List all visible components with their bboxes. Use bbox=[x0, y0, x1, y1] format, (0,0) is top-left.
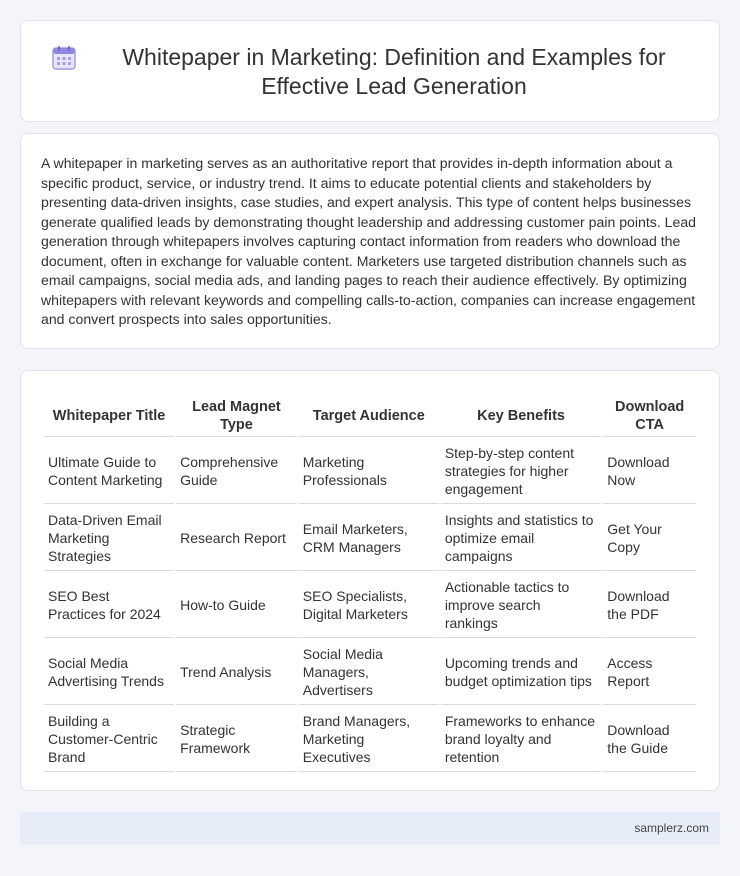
cell-benefits: Actionable tactics to improve search rankings bbox=[441, 573, 601, 638]
cell-cta: Download the Guide bbox=[603, 707, 696, 772]
page-title: Whitepaper in Marketing: Definition and Examples for Effective Lead Generation bbox=[122, 44, 666, 99]
header-download-cta: Download CTA bbox=[603, 395, 696, 437]
cell-benefits: Frameworks to enhance brand loyalty and retention bbox=[441, 707, 601, 772]
cell-benefits: Upcoming trends and budget optimization tips bbox=[441, 640, 601, 705]
cell-title: Building a Customer-Centric Brand bbox=[44, 707, 174, 772]
cell-type: How-to Guide bbox=[176, 573, 297, 638]
cell-cta: Download the PDF bbox=[603, 573, 696, 638]
title-card bbox=[20, 20, 720, 122]
cell-title: Ultimate Guide to Content Marketing bbox=[44, 439, 174, 504]
title-wrap bbox=[21, 19, 719, 123]
header-whitepaper-title: Whitepaper Title bbox=[44, 395, 174, 437]
cell-audience: Marketing Professionals bbox=[299, 439, 439, 504]
cell-audience: Brand Managers, Marketing Executives bbox=[299, 707, 439, 772]
table-card bbox=[20, 370, 720, 791]
table-row bbox=[44, 707, 696, 772]
cell-type: Comprehensive Guide bbox=[176, 439, 297, 504]
cell-benefits: Step-by-step content strategies for higher engagement bbox=[441, 439, 601, 504]
table-row bbox=[44, 573, 696, 638]
cell-audience: Email Marketers, CRM Managers bbox=[299, 506, 439, 571]
cell-title: Social Media Advertising Trends bbox=[44, 640, 174, 705]
table-header-row bbox=[44, 395, 696, 437]
cell-audience: Social Media Managers, Advertisers bbox=[299, 640, 439, 705]
cell-type: Research Report bbox=[176, 506, 297, 571]
cell-cta: Download Now bbox=[603, 439, 696, 504]
table-row bbox=[44, 506, 696, 571]
footer bbox=[20, 812, 720, 845]
cell-audience: SEO Specialists, Digital Marketers bbox=[299, 573, 439, 638]
cell-type: Strategic Framework bbox=[176, 707, 297, 772]
intro-card bbox=[20, 133, 720, 349]
whitepaper-table bbox=[42, 393, 698, 774]
table-row bbox=[44, 640, 696, 705]
cell-type: Trend Analysis bbox=[176, 640, 297, 705]
cell-title: SEO Best Practices for 2024 bbox=[44, 573, 174, 638]
header-target-audience: Target Audience bbox=[299, 395, 439, 437]
cell-benefits: Insights and statistics to optimize email campaigns bbox=[441, 506, 601, 571]
cell-cta: Access Report bbox=[603, 640, 696, 705]
intro-paragraph: A whitepaper in marketing serves as an authoritative report that provides in-depth information about a specific product, service, or industry trend. It aims to educate potential clients and stakeholders by presenting data-driven insights, case studies, and expert analysis. This type of content helps businesses generate qualified leads by demonstrating thought leadership and addressing customer pain points. Lead generation through whitepapers involves capturing contact information from readers who download the document, often in exchange for valuable content. Marketers use targeted distribution channels such as email campaigns, social media ads, and landing pages to reach their audience effectively. By optimizing whitepapers with relevant keywords and compelling calls-to-action, companies can increase engagement and convert prospects into sales opportunities. bbox=[41, 155, 697, 327]
calendar-icon bbox=[51, 45, 77, 71]
cell-title: Data-Driven Email Marketing Strategies bbox=[44, 506, 174, 571]
footer-site-link[interactable]: samplerz.com bbox=[634, 821, 709, 835]
header-lead-magnet-type: Lead Magnet Type bbox=[176, 395, 297, 437]
cell-cta: Get Your Copy bbox=[603, 506, 696, 571]
table-row bbox=[44, 439, 696, 504]
header-key-benefits: Key Benefits bbox=[441, 395, 601, 437]
